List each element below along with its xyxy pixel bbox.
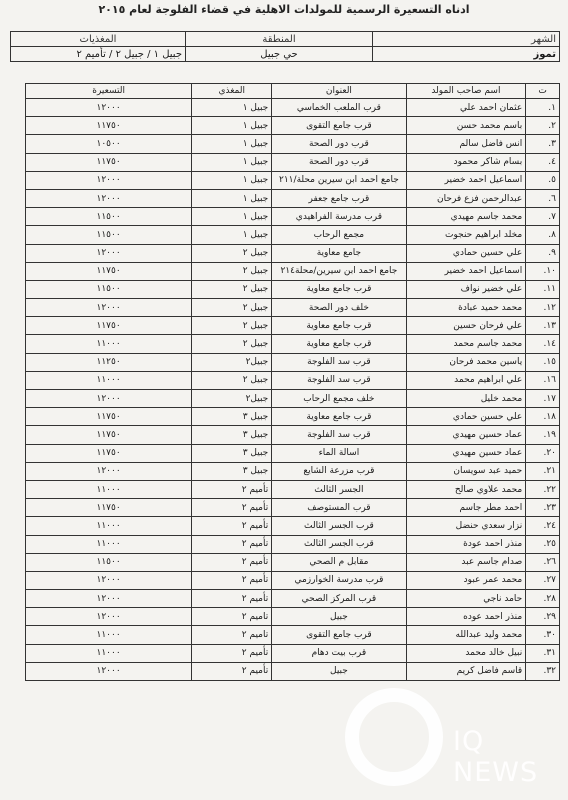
row-price: ١١٧٥٠ xyxy=(26,262,192,280)
row-owner: محمد خليل xyxy=(406,390,526,408)
row-no: ١٢. xyxy=(526,299,560,317)
row-address: جبيل xyxy=(272,608,406,626)
row-price: ١٠٥٠٠ xyxy=(26,135,192,153)
watermark xyxy=(345,680,560,790)
row-owner: حامد ناجي xyxy=(406,590,526,608)
row-feeder: جبيل ٢ xyxy=(192,317,272,335)
row-price: ١١٥٠٠ xyxy=(26,226,192,244)
row-address: قرب بيت دهام xyxy=(272,644,406,662)
row-feeder: جبيل ١ xyxy=(192,208,272,226)
row-owner: قاسم فاضل كريم xyxy=(406,662,526,680)
row-no: ٦. xyxy=(526,189,560,207)
table-row xyxy=(26,299,560,317)
row-no: ٢٧. xyxy=(526,571,560,589)
row-address: مجمع الرحاب xyxy=(272,226,406,244)
table-row xyxy=(26,626,560,644)
row-price: ١٢٠٠٠ xyxy=(26,571,192,589)
row-feeder: جبيل ٣ xyxy=(192,426,272,444)
row-address: قرب سد الفلوجة xyxy=(272,426,406,444)
row-no: ١١. xyxy=(526,280,560,298)
row-no: ٢٢. xyxy=(526,480,560,498)
row-owner: محمد جاسم مهيدي xyxy=(406,208,526,226)
table-row xyxy=(26,335,560,353)
row-price: ١١٠٠٠ xyxy=(26,480,192,498)
row-address: قرب جامع التقوى xyxy=(272,117,406,135)
row-price: ١٢٠٠٠ xyxy=(26,244,192,262)
row-owner: محمد عمر عبود xyxy=(406,571,526,589)
row-no: ١. xyxy=(526,99,560,117)
row-price: ١١٧٥٠ xyxy=(26,426,192,444)
row-owner: علي خضير نواف xyxy=(406,280,526,298)
row-address: الجسر الثالث xyxy=(272,480,406,498)
row-owner: علي فرحان حسين xyxy=(406,317,526,335)
row-owner: اسماعيل احمد خضير xyxy=(406,171,526,189)
table-row xyxy=(26,135,560,153)
row-address: قرب جامع معاوية xyxy=(272,280,406,298)
table-row xyxy=(26,226,560,244)
row-feeder: تأميم ٢ xyxy=(192,517,272,535)
row-no: ٧. xyxy=(526,208,560,226)
row-price: ١١٧٥٠ xyxy=(26,117,192,135)
row-feeder: جبيل ١ xyxy=(192,99,272,117)
row-address: قرب الجسر الثالث xyxy=(272,517,406,535)
table-row xyxy=(26,390,560,408)
col-no-header: ت xyxy=(526,84,560,99)
row-feeder: جبيل ٢ xyxy=(192,299,272,317)
table-row xyxy=(26,553,560,571)
table-row xyxy=(26,317,560,335)
area-label: المنطقة xyxy=(186,32,373,47)
row-owner: عماد حسين مهيدي xyxy=(406,444,526,462)
table-row xyxy=(26,408,560,426)
row-no: ١٩. xyxy=(526,426,560,444)
table-row xyxy=(26,171,560,189)
row-owner: منذر احمد عودة xyxy=(406,535,526,553)
row-owner: باسم محمد حسن xyxy=(406,117,526,135)
row-address: قرب مدرسة الفراهيدي xyxy=(272,208,406,226)
table-row xyxy=(26,371,560,389)
row-address: قرب المركز الصحي xyxy=(272,590,406,608)
row-no: ٥. xyxy=(526,171,560,189)
row-feeder: جبيل ٢ xyxy=(192,280,272,298)
pricing-table xyxy=(25,83,560,681)
row-price: ١١٥٠٠ xyxy=(26,280,192,298)
row-feeder: جبيل٢ xyxy=(192,390,272,408)
row-price: ١١٠٠٠ xyxy=(26,626,192,644)
row-no: ٢٦. xyxy=(526,553,560,571)
month-label: الشهر xyxy=(373,32,560,47)
row-no: ٢٠. xyxy=(526,444,560,462)
row-feeder: تأميم ٢ xyxy=(192,571,272,589)
col-address-header: العنوان xyxy=(272,84,406,99)
row-feeder: جبيل ٢ xyxy=(192,371,272,389)
watermark-text: IQ NEWS xyxy=(453,726,539,788)
row-price: ١٢٠٠٠ xyxy=(26,390,192,408)
row-owner: نزار سعدي حنضل xyxy=(406,517,526,535)
row-no: ١٣. xyxy=(526,317,560,335)
watermark-logo-icon xyxy=(345,688,443,786)
row-address: قرب دور الصحة xyxy=(272,153,406,171)
row-address: جامع احمد ابن سيرين محلة/٢١١ xyxy=(272,171,406,189)
row-address: قرب المستوصف xyxy=(272,499,406,517)
row-owner: احمد مطر جاسم xyxy=(406,499,526,517)
row-price: ١٢٠٠٠ xyxy=(26,171,192,189)
row-feeder: تاميم ٢ xyxy=(192,626,272,644)
row-price: ١٢٠٠٠ xyxy=(26,608,192,626)
row-address: قرب سد الفلوجة xyxy=(272,353,406,371)
col-price-header: التسعيرة xyxy=(26,84,192,99)
table-row xyxy=(26,480,560,498)
row-address: قرب جامع جعفر xyxy=(272,189,406,207)
table-row xyxy=(26,280,560,298)
row-price: ١١٧٥٠ xyxy=(26,444,192,462)
row-feeder: تأميم ٢ xyxy=(192,662,272,680)
row-address: قرب سد الفلوجة xyxy=(272,371,406,389)
row-address: جبيل xyxy=(272,662,406,680)
table-row xyxy=(26,153,560,171)
table-row xyxy=(26,262,560,280)
row-address: خلف مجمع الرحاب xyxy=(272,390,406,408)
row-feeder: جبيل ٢ xyxy=(192,335,272,353)
row-price: ١٢٠٠٠ xyxy=(26,590,192,608)
row-owner: محمد وليد عبدالله xyxy=(406,626,526,644)
row-price: ١١٥٠٠ xyxy=(26,208,192,226)
area-value: حي جبيل xyxy=(186,47,373,62)
table-row xyxy=(26,662,560,680)
month-value: تموز xyxy=(373,47,560,62)
row-price: ١١٠٠٠ xyxy=(26,535,192,553)
row-no: ١٤. xyxy=(526,335,560,353)
row-feeder: جبيل٢ xyxy=(192,353,272,371)
row-price: ١١٠٠٠ xyxy=(26,644,192,662)
row-owner: علي حسين حمادي xyxy=(406,244,526,262)
row-no: ٢. xyxy=(526,117,560,135)
row-owner: صدام جاسم عبد xyxy=(406,553,526,571)
row-price: ١٢٠٠٠ xyxy=(26,299,192,317)
row-no: ٣. xyxy=(526,135,560,153)
row-owner: حميد عبد سويسان xyxy=(406,462,526,480)
row-owner: محمد جاسم محمد xyxy=(406,335,526,353)
table-row xyxy=(26,189,560,207)
row-address: خلف دور الصحة xyxy=(272,299,406,317)
row-owner: علي حسين حمادي xyxy=(406,408,526,426)
table-row xyxy=(26,117,560,135)
row-address: قرب مزرعة الشايع xyxy=(272,462,406,480)
row-no: ١٥. xyxy=(526,353,560,371)
row-owner: منذر احمد عوده xyxy=(406,608,526,626)
row-feeder: تأميم ٢ xyxy=(192,553,272,571)
row-no: ٨. xyxy=(526,226,560,244)
row-owner: بسام شاكر محمود xyxy=(406,153,526,171)
table-row xyxy=(26,535,560,553)
row-owner: انس فاضل سالم xyxy=(406,135,526,153)
row-no: ١٧. xyxy=(526,390,560,408)
row-address: جامع احمد ابن سيرين/محلة٢١٤ xyxy=(272,262,406,280)
row-feeder: جبيل ١ xyxy=(192,117,272,135)
row-price: ١٢٠٠٠ xyxy=(26,189,192,207)
row-no: ٢٤. xyxy=(526,517,560,535)
row-no: ٣٢. xyxy=(526,662,560,680)
row-no: ١٦. xyxy=(526,371,560,389)
row-price: ١١٧٥٠ xyxy=(26,408,192,426)
table-row xyxy=(26,244,560,262)
row-address: قرب جامع معاوية xyxy=(272,335,406,353)
row-no: ٣٠. xyxy=(526,626,560,644)
feeders-label: المغذيات xyxy=(11,32,186,47)
feeders-value: جبيل ١ / جبيل ٢ / تأميم ٢ xyxy=(11,47,186,62)
row-owner: علي ابراهيم محمد xyxy=(406,371,526,389)
row-price: ١١٠٠٠ xyxy=(26,371,192,389)
table-row xyxy=(26,517,560,535)
row-price: ١٢٠٠٠ xyxy=(26,99,192,117)
row-feeder: جبيل ١ xyxy=(192,171,272,189)
row-feeder: جبيل ١ xyxy=(192,189,272,207)
table-row xyxy=(26,644,560,662)
row-address: قرب دور الصحة xyxy=(272,135,406,153)
row-address: قرب الجسر الثالث xyxy=(272,535,406,553)
row-price: ١١٢٥٠ xyxy=(26,353,192,371)
row-address: قرب مدرسة الخوارزمي xyxy=(272,571,406,589)
row-address: جامع معاوية xyxy=(272,244,406,262)
col-feeder-header: المغذي xyxy=(192,84,272,99)
row-price: ١١٥٠٠ xyxy=(26,553,192,571)
row-owner: ياسين محمد فرحان xyxy=(406,353,526,371)
row-address: اسالة الماء xyxy=(272,444,406,462)
row-no: ٤. xyxy=(526,153,560,171)
info-value-row xyxy=(11,47,560,62)
row-price: ١١٠٠٠ xyxy=(26,335,192,353)
row-address: قرب جامع التقوى xyxy=(272,626,406,644)
table-row xyxy=(26,590,560,608)
row-feeder: جبيل ١ xyxy=(192,153,272,171)
row-feeder: جبيل ٣ xyxy=(192,444,272,462)
row-price: ١١٧٥٠ xyxy=(26,317,192,335)
row-owner: محمد حميد عبادة xyxy=(406,299,526,317)
row-owner: عثمان احمد علي xyxy=(406,99,526,117)
row-no: ٢١. xyxy=(526,462,560,480)
row-owner: نبيل خالد محمد xyxy=(406,644,526,662)
row-address: قرب جامع معاوية xyxy=(272,317,406,335)
info-header-row xyxy=(11,32,560,47)
row-no: ٩. xyxy=(526,244,560,262)
table-row xyxy=(26,571,560,589)
table-row xyxy=(26,444,560,462)
row-price: ١١٧٥٠ xyxy=(26,153,192,171)
row-price: ١١٠٠٠ xyxy=(26,517,192,535)
row-feeder: جبيل ١ xyxy=(192,226,272,244)
row-no: ٢٣. xyxy=(526,499,560,517)
row-price: ١٢٠٠٠ xyxy=(26,462,192,480)
row-no: ١٨. xyxy=(526,408,560,426)
table-row xyxy=(26,353,560,371)
pricing-header-row xyxy=(26,84,560,99)
table-row xyxy=(26,99,560,117)
info-table xyxy=(10,31,560,62)
row-owner: اسماعيل احمد خضير xyxy=(406,262,526,280)
row-feeder: تأميم ٢ xyxy=(192,535,272,553)
row-feeder: جبيل ٢ xyxy=(192,244,272,262)
pricing-rows xyxy=(26,99,560,681)
row-no: ٢٩. xyxy=(526,608,560,626)
row-price: ١٢٠٠٠ xyxy=(26,662,192,680)
row-address: مقابل م الصحي xyxy=(272,553,406,571)
row-owner: عبدالرحمن فزع فرحان xyxy=(406,189,526,207)
row-address: قرب جامع معاوية xyxy=(272,408,406,426)
row-feeder: جبيل ٣ xyxy=(192,462,272,480)
row-owner: محمد علاوي صالح xyxy=(406,480,526,498)
row-feeder: تأميم ٢ xyxy=(192,644,272,662)
row-feeder: جبيل ١ xyxy=(192,135,272,153)
page-title: ادناه التسعيرة الرسمية للمولدات الاهلية في قضاء الفلوجة لعام ٢٠١٥ xyxy=(98,3,470,16)
row-feeder: تأميم ٢ xyxy=(192,480,272,498)
row-no: ٢٥. xyxy=(526,535,560,553)
table-row xyxy=(26,426,560,444)
row-feeder: تأميم ٢ xyxy=(192,499,272,517)
col-owner-header: اسم صاحب المولد xyxy=(406,84,526,99)
table-row xyxy=(26,462,560,480)
row-no: ١٠. xyxy=(526,262,560,280)
row-no: ٢٨. xyxy=(526,590,560,608)
row-address: قرب الملعب الخماسي xyxy=(272,99,406,117)
row-feeder: تاميم ٢ xyxy=(192,608,272,626)
row-no: ٣١. xyxy=(526,644,560,662)
row-owner: عماد حسين مهيدي xyxy=(406,426,526,444)
row-feeder: تأميم ٢ xyxy=(192,590,272,608)
table-row xyxy=(26,499,560,517)
row-price: ١١٧٥٠ xyxy=(26,499,192,517)
row-feeder: جبيل ٣ xyxy=(192,408,272,426)
row-feeder: جبيل ٢ xyxy=(192,262,272,280)
row-owner: مخلد ابراهيم حنجوت xyxy=(406,226,526,244)
table-row xyxy=(26,208,560,226)
table-row xyxy=(26,608,560,626)
